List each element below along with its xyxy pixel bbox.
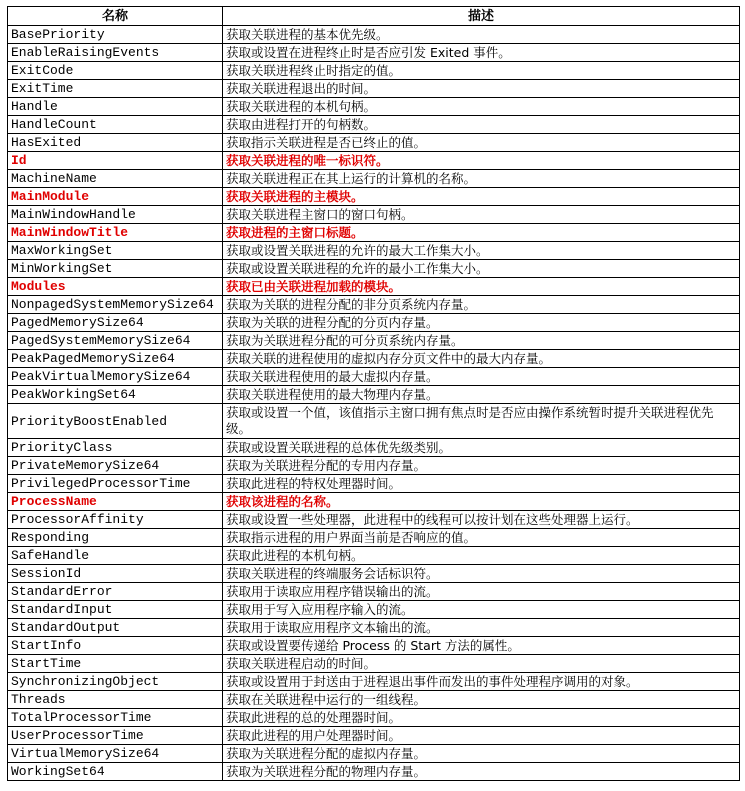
- property-name: PagedMemorySize64: [8, 314, 223, 332]
- property-name: MaxWorkingSet: [8, 242, 223, 260]
- property-description: 获取为关联的进程分配的分页内存量。: [223, 314, 740, 332]
- property-description: 获取该进程的名称。: [223, 493, 740, 511]
- property-description: 获取此进程的总的处理器时间。: [223, 709, 740, 727]
- table-row: [8, 565, 740, 583]
- table-row: [8, 439, 740, 457]
- property-name: ExitTime: [8, 80, 223, 98]
- property-description: 获取为关联进程分配的物理内存量。: [223, 763, 740, 781]
- property-description: 获取或设置关联进程的总体优先级类别。: [223, 439, 740, 457]
- property-name: PrivilegedProcessorTime: [8, 475, 223, 493]
- property-name: PrivateMemorySize64: [8, 457, 223, 475]
- property-description: 获取为关联的进程分配的非分页系统内存量。: [223, 296, 740, 314]
- table-row: [8, 745, 740, 763]
- table-row: [8, 763, 740, 781]
- property-description: 获取为关联进程分配的虚拟内存量。: [223, 745, 740, 763]
- table-row: [8, 62, 740, 80]
- table-row: [8, 260, 740, 278]
- property-name: HasExited: [8, 134, 223, 152]
- table-row: [8, 475, 740, 493]
- property-description: 获取此进程的特权处理器时间。: [223, 475, 740, 493]
- property-description: 获取进程的主窗口标题。: [223, 224, 740, 242]
- property-name: PeakVirtualMemorySize64: [8, 368, 223, 386]
- property-name: NonpagedSystemMemorySize64: [8, 296, 223, 314]
- property-description: 获取关联进程使用的最大物理内存量。: [223, 386, 740, 404]
- table-row: [8, 583, 740, 601]
- property-description: 获取关联进程的唯一标识符。: [223, 152, 740, 170]
- property-name: UserProcessorTime: [8, 727, 223, 745]
- table-row: [8, 242, 740, 260]
- table-row: [8, 601, 740, 619]
- property-description: 获取关联进程的本机句柄。: [223, 98, 740, 116]
- property-name: MachineName: [8, 170, 223, 188]
- table-row: [8, 206, 740, 224]
- property-name: ProcessName: [8, 493, 223, 511]
- property-description: 获取此进程的本机句柄。: [223, 547, 740, 565]
- property-name: StartTime: [8, 655, 223, 673]
- property-name: Threads: [8, 691, 223, 709]
- table-row: [8, 709, 740, 727]
- property-name: SessionId: [8, 565, 223, 583]
- property-name: StandardOutput: [8, 619, 223, 637]
- property-name: WorkingSet64: [8, 763, 223, 781]
- property-description: 获取指示进程的用户界面当前是否响应的值。: [223, 529, 740, 547]
- property-description: 获取为关联进程分配的专用内存量。: [223, 457, 740, 475]
- table-row: [8, 350, 740, 368]
- table-row: [8, 511, 740, 529]
- table-row: [8, 44, 740, 62]
- property-description: 获取关联进程启动的时间。: [223, 655, 740, 673]
- table-row: [8, 26, 740, 44]
- table-row: [8, 457, 740, 475]
- table-row: [8, 134, 740, 152]
- property-name: BasePriority: [8, 26, 223, 44]
- property-description: 获取或设置关联进程的允许的最小工作集大小。: [223, 260, 740, 278]
- property-name: PeakWorkingSet64: [8, 386, 223, 404]
- property-description: 获取或设置一些处理器，此进程中的线程可以按计划在这些处理器上运行。: [223, 511, 740, 529]
- property-name: TotalProcessorTime: [8, 709, 223, 727]
- property-description: 获取关联进程正在其上运行的计算机的名称。: [223, 170, 740, 188]
- property-name: MainModule: [8, 188, 223, 206]
- table-body: [8, 26, 740, 781]
- table-row: [8, 224, 740, 242]
- property-name: Responding: [8, 529, 223, 547]
- property-description: 获取关联进程主窗口的窗口句柄。: [223, 206, 740, 224]
- property-name: Id: [8, 152, 223, 170]
- property-description: 获取或设置用于封送由于进程退出事件而发出的事件处理程序调用的对象。: [223, 673, 740, 691]
- table-row: [8, 314, 740, 332]
- property-description: 获取用于写入应用程序输入的流。: [223, 601, 740, 619]
- property-description: 获取或设置在进程终止时是否应引发 Exited 事件。: [223, 44, 740, 62]
- property-name: SafeHandle: [8, 547, 223, 565]
- table-row: [8, 368, 740, 386]
- table-row: [8, 98, 740, 116]
- property-description: 获取关联进程退出的时间。: [223, 80, 740, 98]
- property-description: 获取用于读取应用程序错误输出的流。: [223, 583, 740, 601]
- property-description: 获取关联进程终止时指定的值。: [223, 62, 740, 80]
- table-row: [8, 170, 740, 188]
- property-description: 获取或设置要传递给 Process 的 Start 方法的属性。: [223, 637, 740, 655]
- table-row: [8, 619, 740, 637]
- table-row: [8, 404, 740, 439]
- table-row: [8, 296, 740, 314]
- table-row: [8, 188, 740, 206]
- property-description: 获取关联进程的主模块。: [223, 188, 740, 206]
- header-name: 名称: [8, 7, 223, 26]
- property-description: 获取已由关联进程加载的模块。: [223, 278, 740, 296]
- property-description: 获取在关联进程中运行的一组线程。: [223, 691, 740, 709]
- property-description: 获取或设置关联进程的允许的最大工作集大小。: [223, 242, 740, 260]
- property-description: 获取或设置一个值，该值指示主窗口拥有焦点时是否应由操作系统暂时提升关联进程优先级。: [223, 404, 740, 439]
- property-description: 获取用于读取应用程序文本输出的流。: [223, 619, 740, 637]
- property-name: PriorityBoostEnabled: [8, 404, 223, 439]
- property-name: PriorityClass: [8, 439, 223, 457]
- property-name: PagedSystemMemorySize64: [8, 332, 223, 350]
- property-name: Handle: [8, 98, 223, 116]
- property-name: PeakPagedMemorySize64: [8, 350, 223, 368]
- table-row: [8, 727, 740, 745]
- property-name: ProcessorAffinity: [8, 511, 223, 529]
- property-name: HandleCount: [8, 116, 223, 134]
- property-name: StandardError: [8, 583, 223, 601]
- property-description: 获取为关联进程分配的可分页系统内存量。: [223, 332, 740, 350]
- property-name: SynchronizingObject: [8, 673, 223, 691]
- property-description: 获取关联的进程使用的虚拟内存分页文件中的最大内存量。: [223, 350, 740, 368]
- property-name: StartInfo: [8, 637, 223, 655]
- property-name: EnableRaisingEvents: [8, 44, 223, 62]
- header-row: [8, 7, 740, 26]
- header-desc: 描述: [223, 7, 740, 26]
- property-description: 获取此进程的用户处理器时间。: [223, 727, 740, 745]
- table-row: [8, 547, 740, 565]
- property-name: Modules: [8, 278, 223, 296]
- property-description: 获取关联进程使用的最大虚拟内存量。: [223, 368, 740, 386]
- property-name: StandardInput: [8, 601, 223, 619]
- table-row: [8, 673, 740, 691]
- property-description: 获取由进程打开的句柄数。: [223, 116, 740, 134]
- property-description: 获取指示关联进程是否已终止的值。: [223, 134, 740, 152]
- table-row: [8, 80, 740, 98]
- property-name: ExitCode: [8, 62, 223, 80]
- table-row: [8, 386, 740, 404]
- table-row: [8, 529, 740, 547]
- property-name: MinWorkingSet: [8, 260, 223, 278]
- table-row: [8, 332, 740, 350]
- property-name: MainWindowHandle: [8, 206, 223, 224]
- table-row: [8, 493, 740, 511]
- process-properties-table: [7, 6, 740, 781]
- table-row: [8, 278, 740, 296]
- property-description: 获取关联进程的基本优先级。: [223, 26, 740, 44]
- property-description: 获取关联进程的终端服务会话标识符。: [223, 565, 740, 583]
- property-name: MainWindowTitle: [8, 224, 223, 242]
- table-row: [8, 637, 740, 655]
- property-name: VirtualMemorySize64: [8, 745, 223, 763]
- table-row: [8, 116, 740, 134]
- table-row: [8, 655, 740, 673]
- table-row: [8, 152, 740, 170]
- table-row: [8, 691, 740, 709]
